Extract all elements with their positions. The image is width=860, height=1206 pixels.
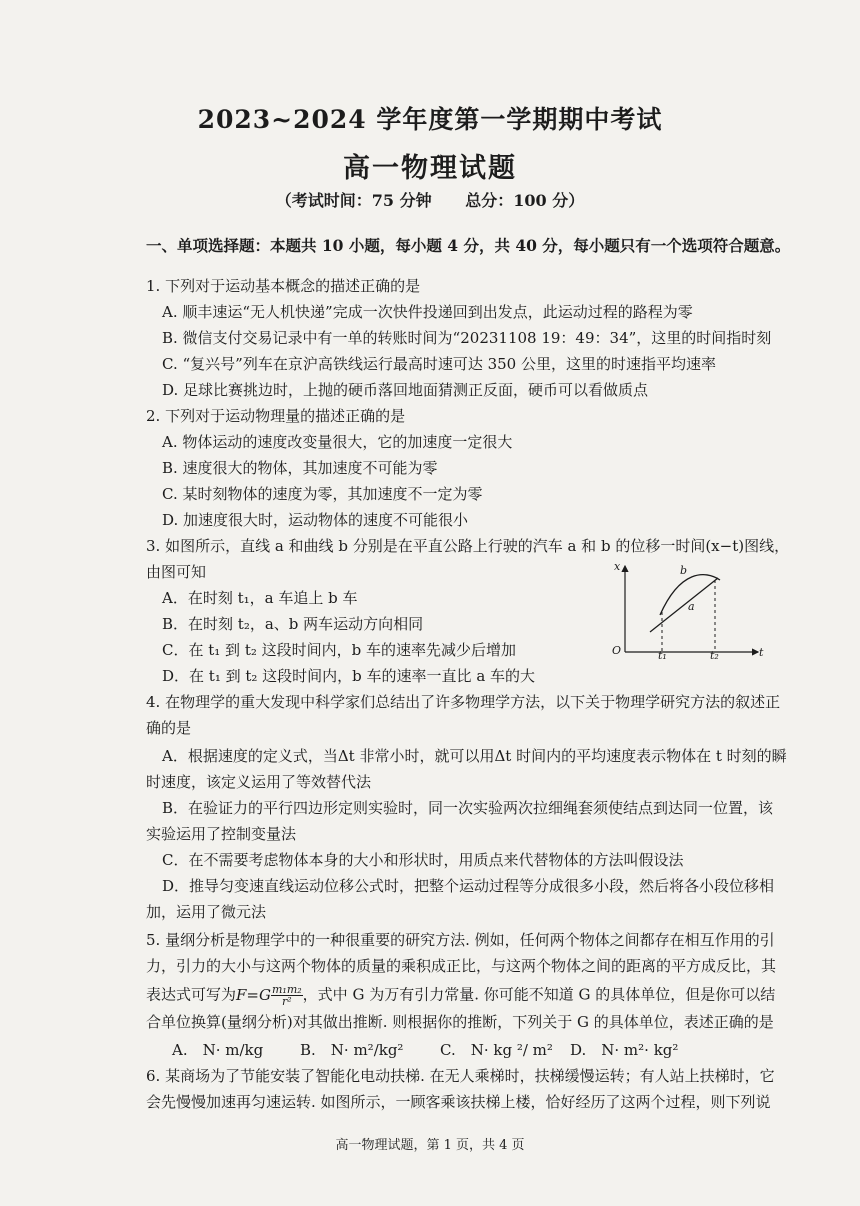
question-3-option-c: C．在 t₁ 到 t₂ 这段时间内，b 车的速率先减少后增加: [162, 641, 517, 659]
question-1-option-d: D. 足球比赛挑边时，上抛的硬币落回地面猜测正反面，硬币可以看做质点: [162, 381, 649, 399]
curve-b-label: b: [680, 564, 688, 577]
line-a-label: a: [688, 600, 695, 613]
question-6-stem-cont: 会先慢慢加速再匀速运转. 如图所示，一顾客乘该扶梯上楼，恰好经历了这两个过程，则下列说: [146, 1093, 771, 1111]
question-5-option-b: B. N· m²/kg²: [300, 1041, 404, 1059]
question-1-stem: 1. 下列对于运动基本概念的描述正确的是: [146, 277, 421, 295]
gravity-formula: [236, 983, 303, 1008]
question-4-option-c: C．在不需要考虑物体本身的大小和形状时，用质点来代替物体的方法叫假设法: [162, 851, 684, 869]
question-2-option-a: A. 物体运动的速度改变量很大，它的加速度一定很大: [162, 433, 513, 451]
total-score: 总分：100 分）: [465, 191, 585, 210]
question-4-option-d: D．推导匀变速直线运动位移公式时，把整个运动过程等分成很多小段，然后将各小段位移相: [162, 877, 775, 895]
question-4-option-a-cont: 时速度，该定义运用了等效替代法: [146, 773, 372, 791]
question-5-stem-cont2: [146, 984, 775, 1007]
question-5-stem-cont3: 合单位换算(量纲分析)对其做出推断. 则根据你的推断，下列关于 G 的具体单位，表述正确的是: [146, 1013, 774, 1031]
formula-lhs: F=G: [236, 985, 271, 1004]
formula-denominator: r²: [281, 995, 292, 1008]
question-3-option-a: A．在时刻 t₁，a 车追上 b 车: [162, 589, 358, 607]
question-4-option-b: B．在验证力的平行四边形定则实验时，同一次实验两次拉细绳套须使结点到达同一位置，该: [162, 799, 774, 817]
question-1-option-b: B. 微信支付交易记录中有一单的转账时间为“20231108 19：49：34”，这里的时间指时刻: [162, 329, 772, 347]
question-3-figure: [610, 560, 765, 660]
question-5-stem-cont1: 力，引力的大小与这两个物体的质量的乘积成正比，与这两个物体之间的距离的平方成反比，其: [146, 957, 777, 975]
question-3-option-b: B．在时刻 t₂，a、b 两车运动方向相同: [162, 615, 424, 633]
exam-info: [0, 188, 860, 211]
formula-fraction: [271, 984, 303, 1007]
question-5-option-a: A. N· m/kg: [172, 1041, 264, 1059]
question-5-explain: ，式中 G 为万有引力常量. 你可能不知道 G 的具体单位，但是你可以结: [302, 985, 776, 1004]
question-3-option-d: D．在 t₁ 到 t₂ 这段时间内，b 车的速率一直比 a 车的大: [162, 667, 536, 685]
exam-subject: 高一物理试题: [343, 153, 517, 184]
line-a: [650, 578, 718, 632]
section-heading: 一、单项选择题：本题共 10 小题，每小题 4 分，共 40 分，每小题只有一个选项符合题意。: [146, 236, 791, 255]
question-2-option-b: B. 速度很大的物体，其加速度不可能为零: [162, 459, 438, 477]
exam-time: （考试时间：75 分钟: [275, 191, 432, 210]
question-6-stem: 6. 某商场为了节能安装了智能化电动扶梯. 在无人乘梯时，扶梯缓慢运转；有人站上扶梯时，它: [146, 1067, 775, 1085]
question-2-option-d: D. 加速度很大时，运动物体的速度不可能很小: [162, 511, 469, 529]
t1-label: t₁: [658, 649, 667, 662]
question-5-option-d: D. N· m²· kg²: [570, 1041, 679, 1059]
question-2-option-c: C. 某时刻物体的速度为零，其加速度不一定为零: [162, 485, 483, 503]
y-axis-label: x: [614, 560, 621, 573]
exam-title: 2023~2024 学年度第一学期期中考试: [197, 105, 663, 134]
formula-numerator: m₁m₂: [271, 983, 302, 996]
question-4-stem-cont: 确的是: [146, 719, 192, 737]
question-1-option-a: A. 顺丰速运“无人机快递”完成一次快件投递回到出发点，此运动过程的路程为零: [162, 303, 693, 321]
question-4-stem: 4. 在物理学的重大发现中科学家们总结出了许多物理学方法，以下关于物理学研究方法的叙述正: [146, 693, 781, 711]
question-4-option-d-cont: 加，运用了微元法: [146, 903, 267, 921]
question-4-option-a: A．根据速度的定义式，当Δt 非常小时，就可以用Δt 时间内的平均速度表示物体在 t 时刻的瞬: [162, 747, 787, 765]
question-5-intro: 表达式可写为: [146, 985, 237, 1004]
t2-label: t₂: [710, 649, 719, 662]
question-3-stem-cont: 由图可知: [146, 563, 207, 581]
question-5-stem: 5. 量纲分析是物理学中的一种很重要的研究方法. 例如，任何两个物体之间都存在相互作用的引: [146, 931, 775, 949]
xt-graph: [610, 560, 765, 660]
question-3-stem: 3. 如图所示，直线 a 和曲线 b 分别是在平直公路上行驶的汽车 a 和 b 的位移一时间(x−t)图线，: [146, 537, 790, 555]
question-1-option-c: C. “复兴号”列车在京沪高铁线运行最高时速可达 350 公里，这里的时速指平均速率: [162, 355, 716, 373]
question-5-option-c: C. N· kg ²/ m²: [440, 1041, 553, 1059]
origin-label: O: [612, 644, 622, 657]
question-2-stem: 2. 下列对于运动物理量的描述正确的是: [146, 407, 406, 425]
x-axis-label: t: [759, 646, 764, 659]
page-footer: 高一物理试题，第 1 页，共 4 页: [335, 1138, 525, 1153]
question-4-option-b-cont: 实验运用了控制变量法: [146, 825, 297, 843]
